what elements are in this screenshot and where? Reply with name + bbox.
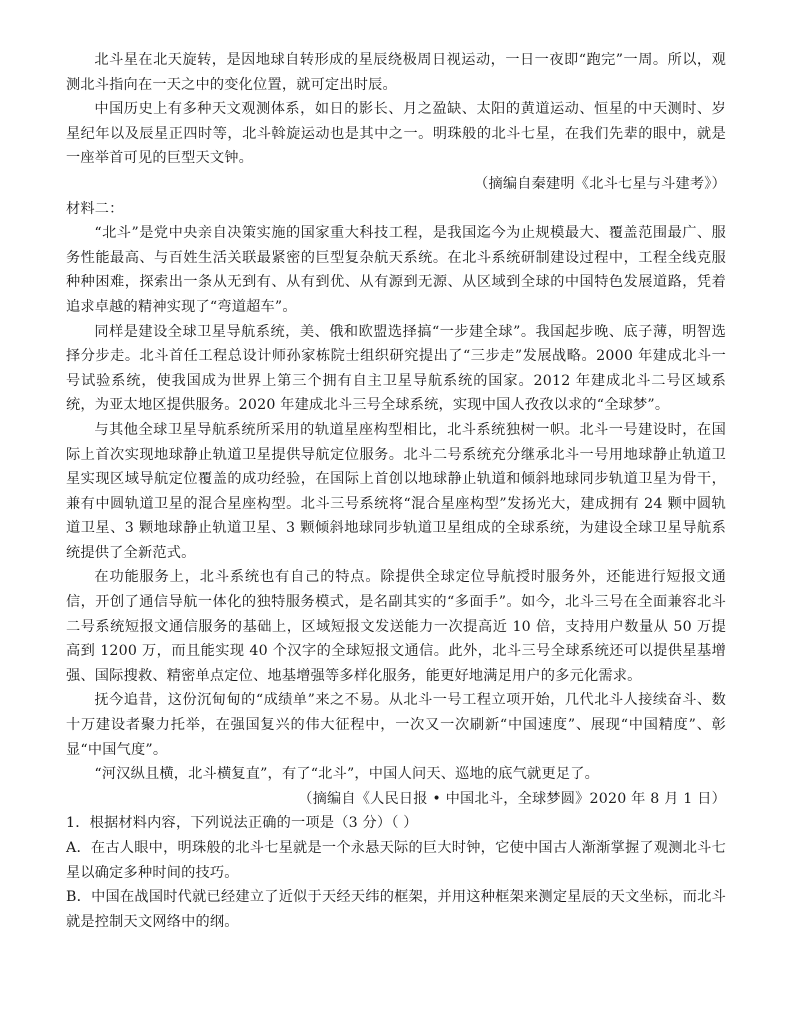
material-two-source: （摘编自《人民日报 • 中国北斗，全球梦圆》2020 年 8 月 1 日） [298, 790, 726, 807]
material-one-source: （摘编自秦建明《北斗七星与斗建考》） [474, 175, 726, 192]
question-stem: 1．根据材料内容，下列说法正确的一项是（3 分）（ ） [66, 815, 418, 832]
material-two-paragraph: 同样是建设全球卫星导航系统，美、俄和欧盟选择搞“一步建全球”。我国起步晚、底子薄，明智选择分步走。北斗首任工程总设计师孙家栋院士组织研究提出了“三步走”发展战略。2000 年建成北斗一号试验系统，使我国成为世界上第三个拥有自主卫星导航系统的国家。2012 年建成北斗二号区域系统，为亚太地区提供服务。2020 年建成北斗三号全球系统，实现中国人孜孜以求的“全球梦”。 [66, 323, 726, 414]
document-page [66, 48, 726, 934]
material-two-paragraph: 抚今追昔，这份沉甸甸的“成绩单”来之不易。从北斗一号工程立项开始，几代北斗人接续奋斗、数十万建设者聚力托举，在强国复兴的伟大征程中，一次又一次刷新“中国速度”、展现“中国精度”、彰显“中国气度”。 [66, 692, 726, 758]
answer-option-b: B．中国在战国时代就已经建立了近似于天经天纬的框架，并用这种框架来测定星辰的天文坐标，而北斗就是控制天文网络中的纲。 [66, 889, 726, 930]
material-one-paragraph: 北斗星在北天旋转，是因地球自转形成的星辰绕极周日视运动，一日一夜即“跑完”一周。所以，观测北斗指向在一天之中的变化位置，就可定出时辰。 [66, 52, 726, 93]
material-two-paragraph: 在功能服务上，北斗系统也有自己的特点。除提供全球定位导航授时服务外，还能进行短报文通信，开创了通信导航一体化的独特服务模式，是名副其实的“多面手”。如今，北斗三号在全面兼容北斗二号系统短报文通信服务的基础上，区域短报文发送能力一次提高近 10 倍，支持用户数量从 50 万提高到 1200 万，而且能实现 40 个汉字的全球短报文通信。此外，北斗三号全球系统还可以提供星基增强、国际搜救、精密单点定位、地基增强等多样化服务，能更好地满足用户的多元化需求。 [66, 569, 726, 684]
material-one-paragraph: 中国历史上有多种天文观测体系，如日的影长、月之盈缺、太阳的黄道运动、恒星的中天测时、岁星纪年以及辰星正四时等，北斗斡旋运动也是其中之一。明珠般的北斗七星，在我们先辈的眼中，就是一座举首可见的巨型天文钟。 [66, 101, 726, 167]
material-two-paragraph: “北斗”是党中央亲自决策实施的国家重大科技工程，是我国迄今为止规模最大、覆盖范围最广、服务性能最高、与百姓生活关联最紧密的巨型复杂航天系统。在北斗系统研制建设过程中，工程全线克服种种困难，探索出一条从无到有、从有到优、从有源到无源、从区域到全球的中国特色发展道路，凭着追求卓越的精神实现了“弯道超车”。 [66, 225, 726, 315]
answer-option-a: A．在古人眼中，明珠般的北斗七星就是一个永悬天际的巨大时钟，它使中国古人渐渐掌握了观测北斗七星以确定多种时间的技巧。 [66, 840, 726, 881]
material-two-paragraph: “河汉纵且横，北斗横复直”，有了“北斗”，中国人问天、巡地的底气就更足了。 [94, 766, 599, 783]
material-two-heading: 材料二： [66, 200, 124, 217]
material-two-paragraph: 与其他全球卫星导航系统所采用的轨道星座构型相比，北斗系统独树一帜。北斗一号建设时，在国际上首次实现地球静止轨道卫星提供导航定位服务。北斗二号系统充分继承北斗一号用地球静止轨道卫星实现区域导航定位覆盖的成功经验，在国际上首创以地球静止轨道和倾斜地球同步轨道卫星为骨干，兼有中圆轨道卫星的混合星座构型。北斗三号系统将“混合星座构型”发扬光大，建成拥有 24 颗中圆轨道卫星、3 颗地球静止轨道卫星、3 颗倾斜地球同步轨道卫星组成的全球系统，为建设全球卫星导航系统提供了全新范式。 [66, 421, 726, 561]
